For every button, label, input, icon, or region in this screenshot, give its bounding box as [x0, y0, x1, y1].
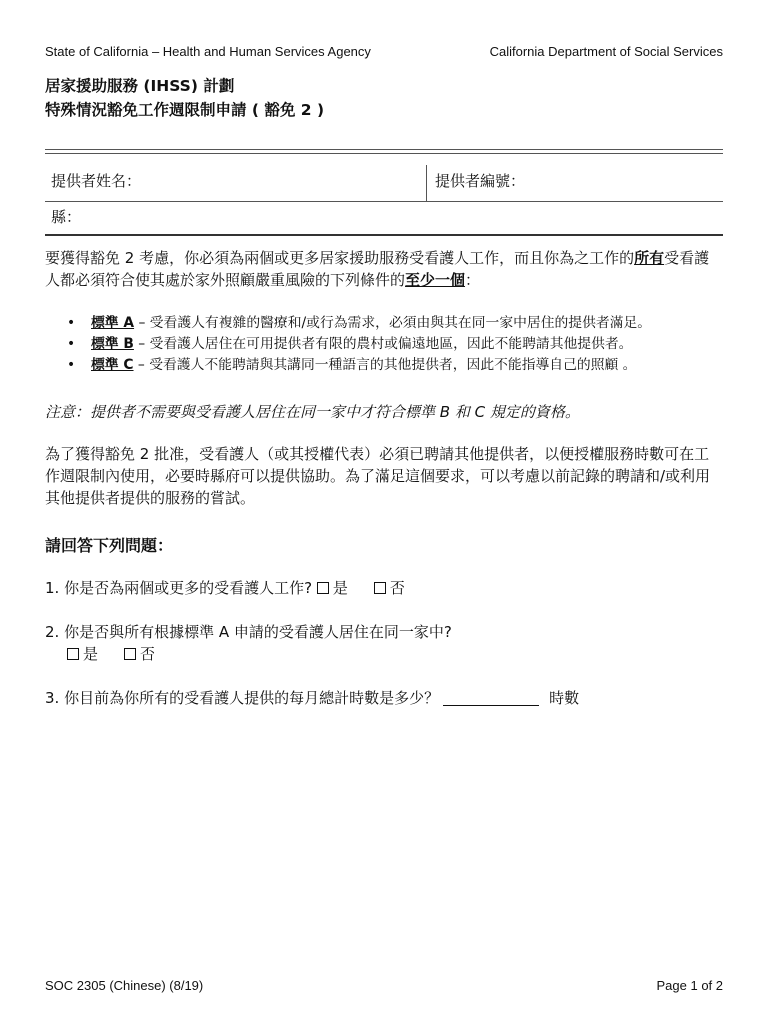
q2-no-checkbox[interactable] — [124, 648, 136, 660]
criteria-label: 標準 B — [91, 336, 134, 352]
intro-paragraph — [45, 247, 723, 291]
bullet: • — [67, 336, 76, 352]
double-rule — [45, 149, 723, 154]
section-rule — [45, 234, 723, 236]
page-number: Page 1 of 2 — [656, 978, 723, 993]
criteria-label: 標準 A — [91, 315, 135, 331]
questions-heading: 請回答下列問題： — [45, 536, 174, 555]
page-footer — [45, 978, 723, 996]
question-1-text: 1. 你是否為兩個或更多的受看護人工作? — [45, 579, 313, 597]
question-3-text: 3. 你目前為你所有的受看護人提供的每月總計時數是多少？ — [45, 689, 440, 707]
q2-yes-label: 是 — [83, 645, 99, 663]
criteria-text: – 受看護人居住在可用提供者有限的農村或偏遠地區，因此不能聘請其他提供者。 — [133, 336, 633, 352]
q1-yes-checkbox[interactable] — [317, 582, 329, 594]
intro-all: 所有 — [634, 249, 665, 267]
criteria-text: – 受看護人不能聘請與其講同一種語言的其他提供者，因此不能指導自己的照顧 。 — [133, 357, 637, 373]
intro-text-3: ： — [465, 271, 481, 289]
field-divider — [426, 165, 427, 201]
program-title: 居家援助服務 (IHSS) 計劃 — [45, 77, 235, 95]
intro-text-2: 受看護人都必須符合使其處於家外照顧嚴重風險的下列條件的 — [45, 249, 710, 289]
criteria-list — [45, 313, 723, 376]
note-text: 注意：提供者不需要與受看護人居住在同一家中才符合標準 B 和 C 規定的資格。 — [45, 403, 580, 421]
q2-no-label: 否 — [140, 645, 156, 663]
provider-number-field[interactable]: 提供者編號： — [435, 172, 526, 190]
department-name: California Department of Social Services — [489, 44, 723, 59]
agency-name: State of California – Health and Human Services Agency — [45, 44, 371, 59]
hours-unit-label: 時數 — [549, 689, 580, 707]
intro-text-1: 要獲得豁免 2 考慮，你必須為兩個或更多居家援助服務受看護人工作，而且你為之工作的 — [45, 249, 635, 267]
county-field[interactable]: 縣： — [51, 208, 82, 226]
form-id: SOC 2305 (Chinese) (8/19) — [45, 978, 204, 993]
question-2-text: 2. 你是否與所有根據標準 A 申請的受看護人居住在同一家中? — [45, 623, 452, 641]
bullet: • — [67, 315, 76, 331]
q2-yes-checkbox[interactable] — [67, 648, 79, 660]
q1-no-label: 否 — [389, 579, 405, 597]
intro-at-least-one: 至少一個 — [405, 271, 466, 289]
provider-name-field[interactable]: 提供者姓名： — [51, 172, 142, 190]
question-1 — [45, 577, 405, 599]
criteria-item-c — [45, 355, 723, 376]
monthly-hours-blank[interactable] — [443, 689, 539, 706]
question-2-options — [67, 643, 155, 665]
criteria-label: 標準 C — [91, 357, 134, 373]
criteria-text: – 受看護人有複雜的醫療和/或行為需求，必須由與其在同一家中居住的提供者滿足。 — [134, 315, 652, 331]
q1-yes-label: 是 — [332, 579, 348, 597]
bullet: • — [67, 357, 76, 373]
q1-no-checkbox[interactable] — [374, 582, 386, 594]
page-header — [45, 44, 723, 62]
criteria-item-a — [45, 313, 723, 334]
approval-paragraph: 為了獲得豁免 2 批准，受看護人（或其授權代表）必須已聘請其他提供者，以便授權服務時數可在工作週限制內使用，必要時縣府可以提供協助。為了滿足這個要求，可以考慮以前記錄的聘請和/或利用其他提供者提供的服務的嘗試。 — [45, 445, 711, 507]
form-title: 特殊情況豁免工作週限制申請 ( 豁免 2 ) — [45, 101, 325, 119]
question-3 — [45, 687, 579, 709]
field-rule — [45, 201, 723, 202]
form-page — [45, 0, 723, 1024]
criteria-item-b — [45, 334, 723, 355]
